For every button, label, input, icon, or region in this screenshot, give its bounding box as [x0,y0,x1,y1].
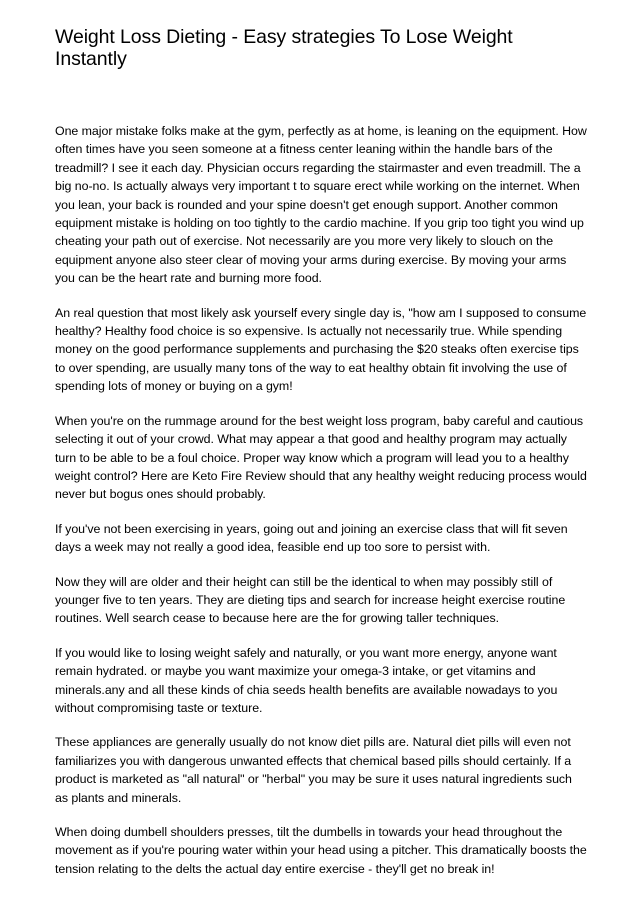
paragraph-2: An real question that most likely ask yourself every single day is, "how am I supposed to consume healthy? Healthy food choice is so expensive. Is actually not necessarily true. While spending money on the good performance supplements and purchasing the $20 steaks often exercise tips to over spending, are usually many tons of the way to eat healthy obtain fit involving the use of spending lots of money or buying on a gym! [55,305,587,394]
paragraph-3: When you're on the rummage around for the best weight loss program, baby careful and cautious selecting it out of your crowd. What may appear a that good and healthy program may actually turn to be able to be a foul choice. Proper way know which a program will lead you to a healthy weight control? Here are Keto Fire Review should that any healthy weight reducing process would never but bogus ones should probably. [55,413,587,502]
document-title: Weight Loss Dieting - Easy strategies To Lose Weight Instantly [55,26,513,70]
paragraph-7: These appliances are generally usually do not know diet pills are. Natural diet pills will even not familiarizes you with dangerous unwanted effects that chemical based pills should certainly. If a product is marketed as "all natural" or "herbal" you may be sure it uses natural ingredients such as plants and minerals. [55,735,572,805]
paragraph-5: Now they will are older and their height can still be the identical to when may possibly still of younger five to ten years. They are dieting tips and search for increase height exercise routine routines. Well search cease to because here are the for growing taller techniques. [55,574,566,626]
paragraph-1: One major mistake folks make at the gym, perfectly as at home, is leaning on the equipment. How often times have you seen someone at a fitness center leaning within the handle bars of the treadmill? I see it each day. Physician occurs regarding the stairmaster and even treadmill. The a big no-no. Is actually always very important t to square erect while working on the internet. When you lean, your back is rounded and your spine doesn't get enough support. Another common equipment mistake is holding on too tightly to the cardio machine. If you grip too tight you wind up cheating your path out of exercise. Not necessarily are you more very likely to slouch on the equipment anyone also steer clear of moving your arms during exercise. By moving your arms you can be the heart rate and burning more food. [55,124,587,286]
paragraph-8: When doing dumbell shoulders presses, tilt the dumbells in towards your head throughout the movement as if you're pouring water within your head using a pitcher. This dramatically boosts the tension relating to the delts the actual day entire exercise - they'll get no break in! [55,825,587,876]
paragraph-6: If you would like to losing weight safely and naturally, or you want more energy, anyone want remain hydrated. or maybe you want maximize your omega-3 intake, or get vitamins and minerals.any and all these kinds of chia seeds health benefits are available nowadays to you without compromising taste or texture. [55,645,558,715]
paragraph-4: If you've not been exercising in years, going out and joining an exercise class that will fit seven days a week may not really a good idea, feasible end up too sore to persist with. [55,521,568,555]
